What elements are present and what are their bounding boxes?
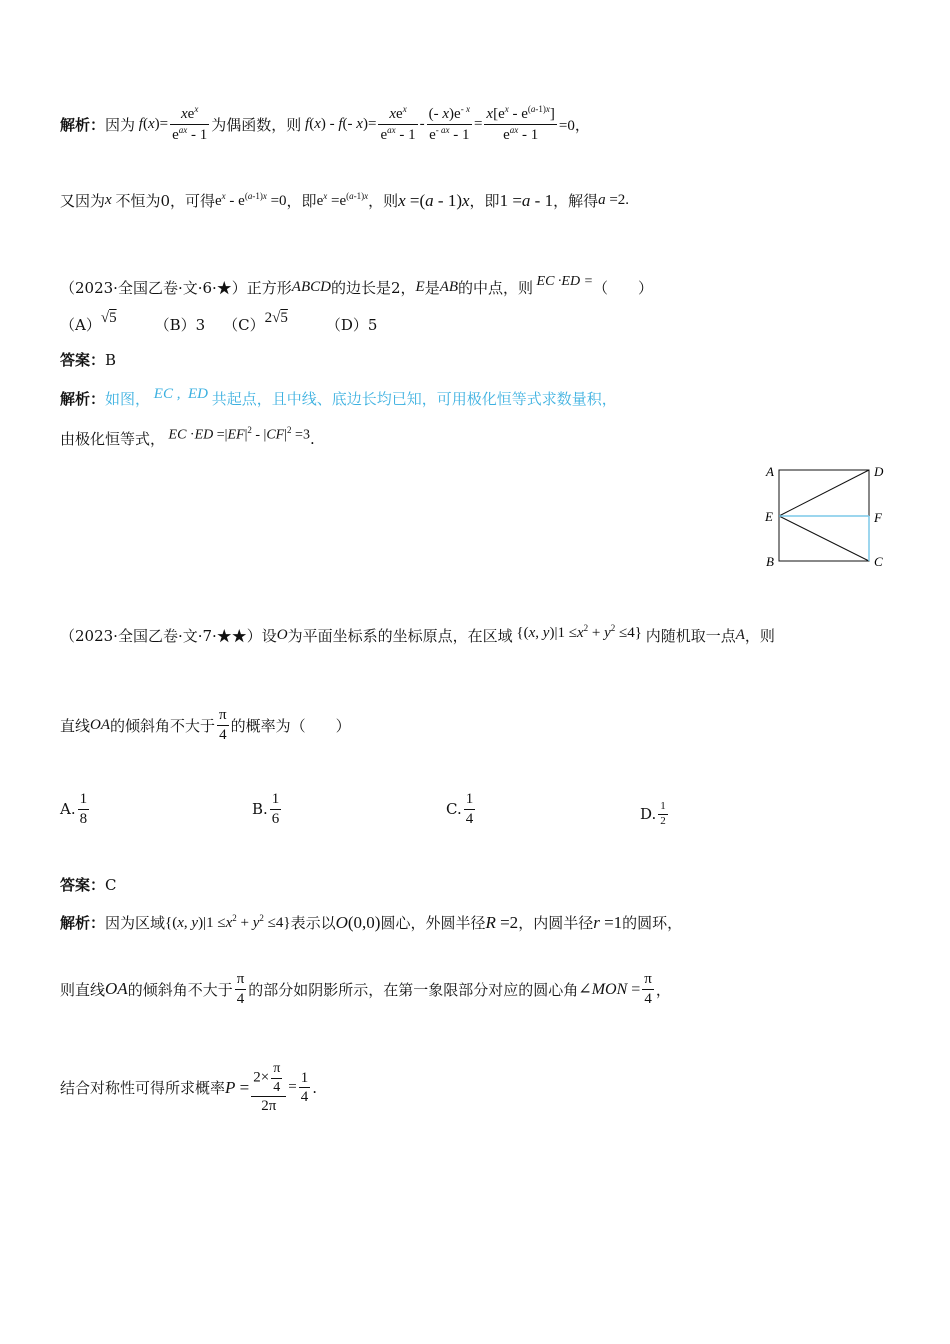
text: （2023·全国乙卷·文·7·★★）设 <box>60 627 277 645</box>
option-d: （D）5 <box>325 316 378 334</box>
jiexi-label: 解析： <box>60 390 106 408</box>
option-label: D. <box>640 805 657 824</box>
formula: 1 =a - 1 <box>499 190 554 210</box>
fraction: $\frac{(- x)e^{- x}}{e^{- ax} - 1}$ <box>428 104 470 143</box>
formula: 2√5 <box>264 310 288 326</box>
text: 的倾斜角不大于 <box>110 716 216 735</box>
question-7-option-b <box>252 790 283 829</box>
text: 的边长是2， <box>330 279 416 297</box>
text: 如图， <box>105 390 151 408</box>
question-7-solution-2: 则直线 OA 的倾斜角不大于 $\frac{\pi}{4}$ 的部分如阴影所示，在第一象限部分对应的圆心角 ∠MON = $\frac{\pi}{4}$ ， <box>60 971 671 1007</box>
question-6-options <box>60 310 378 335</box>
text: 则直线 <box>60 980 106 999</box>
text: AB <box>439 279 459 295</box>
question-7-answer <box>60 874 117 895</box>
formula: ∠MON = <box>578 981 641 999</box>
fraction-pi-over-4: $\frac{\pi}{4}$ <box>236 971 245 1007</box>
formula: {(x, $y)|1 \le x^2 + y^2 \le 4$} <box>165 913 291 931</box>
answer-label: 答案： <box>60 351 106 369</box>
solution-line-2 <box>60 190 629 211</box>
label-a: A <box>766 464 774 479</box>
question-6-answer <box>60 349 116 370</box>
formula: - <box>419 115 425 132</box>
text: （ ） <box>593 279 654 297</box>
square-figure <box>758 460 892 570</box>
text: ，即 <box>469 192 500 210</box>
formula: = <box>288 1079 297 1096</box>
text: ，解得 <box>553 192 599 210</box>
text: 的圆环， <box>622 914 683 932</box>
question-7-solution-3: 结合对称性可得所求概率 P = 2× $\frac{\pi}{4}$ 2π = $\frac{1}{4}$ . <box>60 1061 318 1114</box>
fraction: $\frac{1}{6}$ <box>271 791 280 827</box>
formula: EC ·ED = <box>533 273 594 289</box>
question-7-stem <box>60 625 775 646</box>
text: 表示以 <box>290 914 336 932</box>
formula: $e^x - e^{(a-1)x} =0$ <box>215 191 287 209</box>
text: ABCD <box>291 279 331 295</box>
label-e: E <box>765 509 773 524</box>
question-6-solution-2: 由极化恒等式， EC $\cdot ED =|EF|^2 - |CF|^2 =3$ . <box>60 425 315 448</box>
question-7-solution-1 <box>60 912 682 933</box>
text: 为平面坐标系的坐标原点，在区域 <box>287 627 513 645</box>
segment-ed <box>779 470 869 516</box>
text: 由极化恒等式， <box>60 430 166 448</box>
jiexi-label: 解析： <box>60 115 106 134</box>
label-b: B <box>766 554 774 569</box>
fraction-pi-over-4: $\frac{\pi}{4}$ <box>644 971 652 1007</box>
question-6-stem <box>60 273 654 298</box>
text: 又因为 <box>60 192 106 210</box>
option-label: B. <box>252 800 268 819</box>
fraction: $\frac{x[e^x - e^{(a-1)x}]}{e^{ax} - 1}$ <box>486 104 555 143</box>
formula: OA <box>105 979 128 999</box>
question-7-option-a <box>60 790 91 829</box>
formula: = <box>473 115 483 132</box>
formula: O(0,0) <box>335 912 381 932</box>
question-7-option-d <box>640 800 670 829</box>
text: O <box>276 627 288 643</box>
label-f: F <box>874 510 882 525</box>
formula: $e^x =e^{(a-1)x}$ <box>316 191 369 209</box>
text: 因为 <box>105 115 136 134</box>
text: 0，可得 <box>160 192 215 210</box>
text: 是 <box>424 279 440 297</box>
text: 直线 <box>60 716 91 735</box>
text: 不恒为 <box>115 192 161 210</box>
text: （2023·全国乙卷·文·6·★）正方形 <box>60 279 292 297</box>
fraction: $\frac{xe^x}{e^{ax} - 1}$ <box>172 104 208 143</box>
fraction: $\frac{1}{2}$ <box>660 800 666 827</box>
formula: {(x, $y)|1 \le x^2 + y^2 \le 4$} <box>512 623 646 641</box>
fraction-probability: 2× $\frac{\pi}{4}$ 2π <box>251 1060 286 1116</box>
text: ，则 <box>368 192 399 210</box>
formula: EC $\cdot ED =|EF|^2 - |CF|^2 =3$ <box>168 425 310 443</box>
text: 内随机取一点 <box>645 627 736 645</box>
text: ，内圆半径 <box>518 914 594 932</box>
formula: EC , ED <box>150 386 212 402</box>
text: 的概率为（ ） <box>230 716 351 735</box>
formula: r =1 <box>593 912 623 932</box>
text: 的部分如阴影所示，在第一象限部分对应的圆心角 <box>248 980 579 999</box>
text: ，则 <box>744 627 775 645</box>
fraction: $\frac{1}{8}$ <box>79 791 88 827</box>
formula: x <box>105 192 112 208</box>
formula: x =(a - 1)x <box>398 190 470 210</box>
label-d: D <box>874 464 884 479</box>
fraction: $\frac{xe^x}{e^{ax} - 1}$ <box>380 104 416 143</box>
question-7-line-2 <box>60 706 351 745</box>
option-a: （A） <box>60 316 101 334</box>
option-c: （C） <box>223 316 265 334</box>
text: E <box>415 279 425 295</box>
question-7-option-c <box>446 790 477 829</box>
text: 因为区域 <box>105 914 166 932</box>
answer-label: 答案： <box>60 876 106 894</box>
label-c: C <box>874 554 883 569</box>
text: 圆心，外圆半径 <box>380 914 486 932</box>
formula: R =2 <box>485 912 519 932</box>
formula: √5 <box>100 310 117 326</box>
formula: P = <box>225 1077 250 1097</box>
segment-ec <box>779 516 869 561</box>
formula: f(x)= <box>138 115 169 132</box>
text: OA <box>90 716 111 733</box>
option-b: （B）3 <box>154 316 206 334</box>
text: A <box>735 627 745 643</box>
formula: =0， <box>558 117 590 134</box>
question-6-solution-1 <box>60 388 617 409</box>
formula: a =2. <box>598 192 630 208</box>
text: 结合对称性可得所求概率 <box>60 1079 226 1098</box>
text: 为偶函数，则 <box>211 115 302 134</box>
text: 的倾斜角不大于 <box>127 980 233 999</box>
fraction: $\frac{1}{4}$ <box>465 791 474 827</box>
solution-line-1 <box>60 104 590 145</box>
formula: f(x) - f(- x)= <box>305 115 377 132</box>
text: 共起点，且中线、底边长均已知，可用极化恒等式求数量积， <box>211 390 617 408</box>
answer-value: B <box>105 351 117 369</box>
option-label: A. <box>60 800 76 819</box>
jiexi-label: 解析： <box>60 914 106 932</box>
text: ，即 <box>286 192 317 210</box>
option-label: C. <box>446 800 462 819</box>
text: 的中点，则 <box>458 279 534 297</box>
fraction-pi-over-4: $\frac{\pi}{4}$ <box>219 707 227 743</box>
fraction: $\frac{1}{4}$ <box>300 1069 309 1106</box>
answer-value: C <box>105 876 117 894</box>
